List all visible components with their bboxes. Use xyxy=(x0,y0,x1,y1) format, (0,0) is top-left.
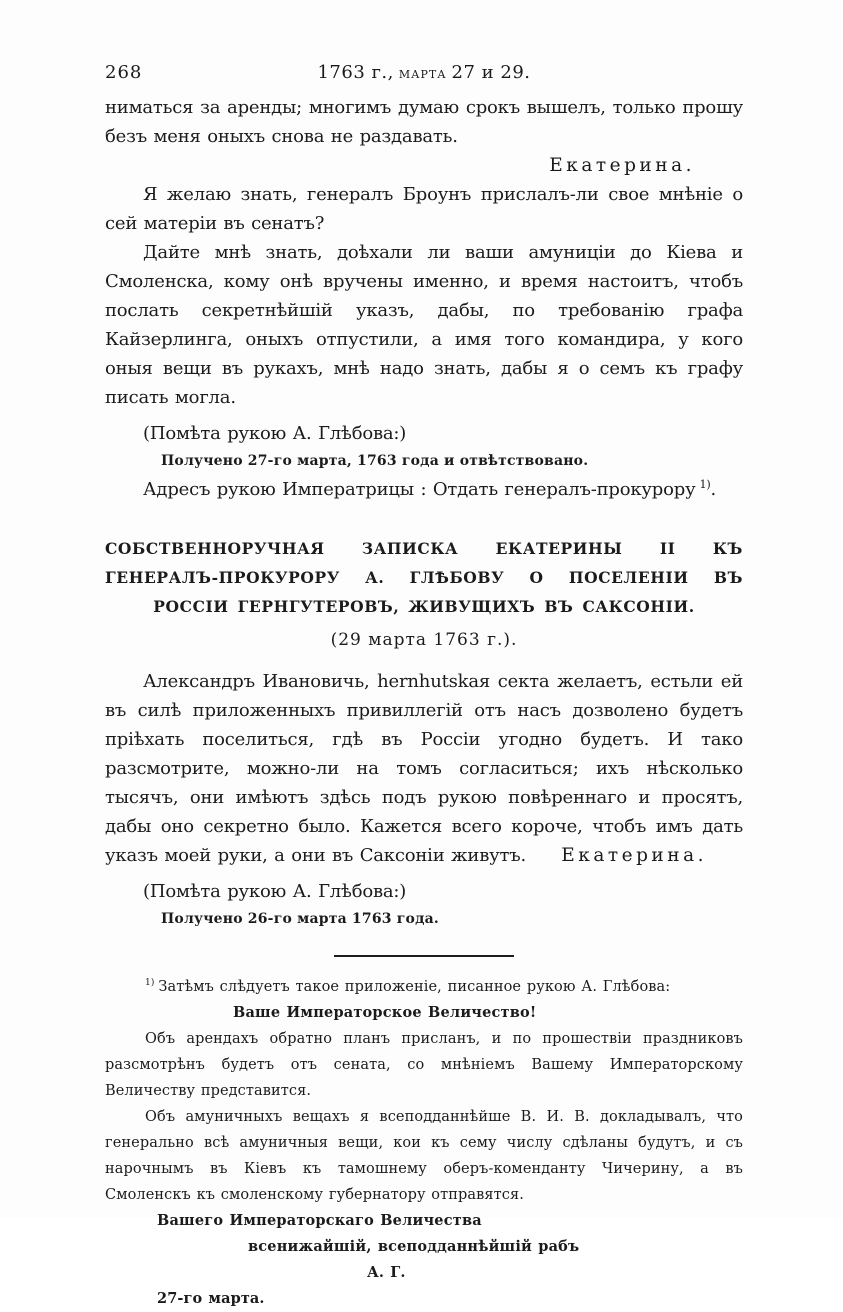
footnote-intro-line xyxy=(105,974,743,1000)
footnote-closing-initials: А. Г. xyxy=(367,1264,406,1281)
footnote-closing-line-1: Вашего Императорскаго Величества xyxy=(157,1212,482,1229)
doc2-signature: Екатерина. xyxy=(561,845,707,866)
running-head xyxy=(105,62,743,83)
doc1-paragraph-brown: Я желаю знать, генералъ Броунъ прислалъ-ли свое мнѣніе о сей матеріи въ сенатъ? xyxy=(105,184,743,234)
footnote-paragraph-amunition: Объ амуничныхъ вещахъ я всеподданнѣйше В. И. В. докладывалъ, что генерально всѣ амуничныя вещи, кои къ сему числу сдѣланы будутъ, и съ нарочнымъ въ Кіевъ къ тамошнему оберъ-коменданту Чичерину, а въ Смоленскъ къ смоленскому губернатору отправятся. xyxy=(105,1109,743,1203)
footnote-marker: 1) xyxy=(145,978,155,989)
doc1-adres-tail: . xyxy=(710,479,717,500)
page-number: 268 xyxy=(105,62,143,83)
doc2-body-text: Александръ Ивановичь, hernhutskая секта желаетъ, естьли ей въ силѣ приложенныхъ привиллегій отъ насъ дозволено будетъ пріѣхать поселиться, гдѣ въ Россіи угодно будетъ. И тако разсмотрите, можно-ли на томъ согласиться; ихъ нѣсколько тысячъ, они имѣютъ здѣсь подъ рукою повѣреннаго и просятъ, дабы оно секретно было. Кажется всего короче, чтобъ имъ дать указъ моей руки, а они въ Саксоніи живутъ. xyxy=(105,671,743,866)
doc2-title: СОБСТВЕННОРУЧНАЯ ЗАПИСКА ЕКАТЕРИНЫ II КЪ ГЕНЕРАЛЪ-ПРОКУРОРУ А. ГЛѢБОВУ О ПОСЕЛЕНІИ ВЪ РОССІИ ГЕРНГУТЕРОВЪ, ЖИВУЩИХЪ ВЪ САКСОНІИ. xyxy=(105,539,743,616)
doc1-paragraph-amunition: Дайте мнѣ знать, доѣхали ли ваши амуниціи до Кіева и Смоленска, кому онѣ вручены именно, и время настоитъ, чтобъ послать секретнѣйшій указъ, дабы, по требованію графа Кайзерлинга, оныхъ отпустили, а имя того командира, у кого оныя вещи въ рукахъ, мнѣ надо знать, дабы я о семъ къ графу писать могла. xyxy=(105,242,743,408)
footnote-section xyxy=(105,974,743,1312)
footnote-intro-text: Затѣмъ слѣдуетъ такое приложеніе, писанное рукою А. Глѣбова: xyxy=(158,979,671,995)
doc1-continuation-paragraph: ниматься за аренды; многимъ думаю срокъ вышелъ, только прошу безъ меня оныхъ снова не раздавать. xyxy=(105,97,743,147)
footnote-reference-mark: 1) xyxy=(699,478,711,491)
running-head-month: марта xyxy=(398,64,447,82)
text-block xyxy=(105,93,743,1312)
doc1-pometa-line: (Помѣта рукою А. Глѣбова:) xyxy=(143,423,407,444)
doc2-received-note: Получено 26-го марта 1763 года. xyxy=(161,911,439,927)
doc1-received-note: Получено 27-го марта, 1763 года и отвѣтствовано. xyxy=(161,453,589,469)
footnote-paragraph-arendy: Объ арендахъ обратно планъ присланъ, и по прошествіи праздниковъ разсмотрѣнъ будетъ отъ сената, со мнѣніемъ Вашему Императорскому Величеству представится. xyxy=(105,1031,743,1099)
footnote-separator-rule xyxy=(334,955,514,957)
page-header xyxy=(105,62,743,88)
footnote-salutation: Ваше Императорское Величество! xyxy=(233,1004,537,1021)
doc1-signature-line xyxy=(105,151,743,180)
doc2-date-line: (29 марта 1763 г.). xyxy=(330,630,518,650)
footnote-closing-date: 27-го марта. xyxy=(157,1290,265,1307)
running-head-days: 27 и 29. xyxy=(451,62,531,83)
doc1-adres-line xyxy=(105,475,743,504)
doc2-body-paragraph xyxy=(105,667,743,870)
doc2-pometa-line: (Помѣта рукою А. Глѣбова:) xyxy=(143,881,407,902)
footnote-closing-line-2: всенижайшій, всеподданнѣйшій рабъ xyxy=(248,1238,580,1255)
running-head-year: 1763 г., xyxy=(317,62,394,83)
doc1-adres-text: Адресъ рукою Императрицы : Отдать генералъ-прокурору xyxy=(143,479,696,500)
doc1-signature: Екатерина. xyxy=(549,155,695,176)
